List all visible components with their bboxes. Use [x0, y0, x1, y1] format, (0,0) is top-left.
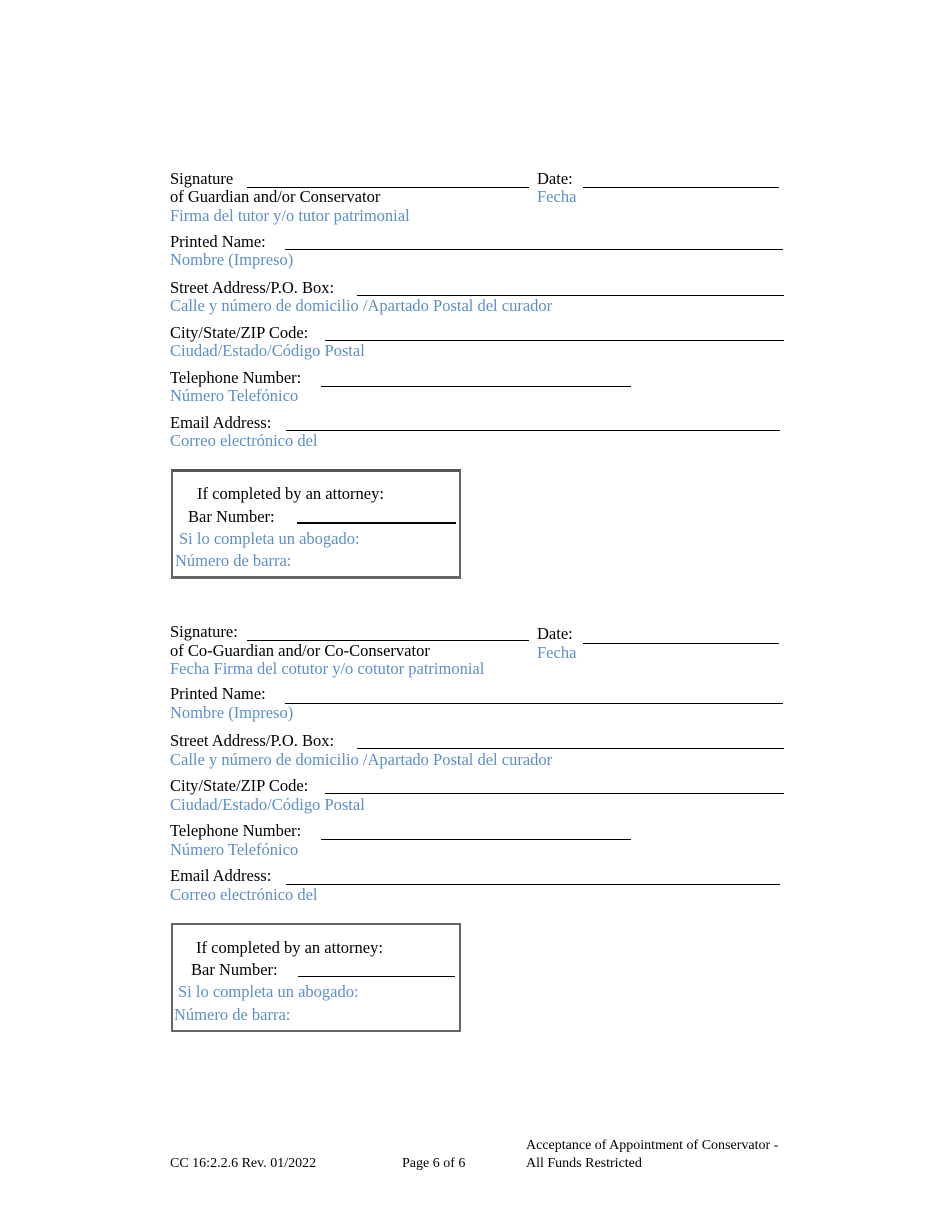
- street-address-label-es: Calle y número de domicilio /Apartado Postal del curador: [170, 750, 553, 769]
- signature-label-es: Firma del tutor y/o tutor patrimonial: [170, 206, 410, 225]
- printed-name-label-es: Nombre (Impreso): [170, 703, 294, 722]
- printed-name-line[interactable]: [285, 703, 783, 704]
- telephone-label: Telephone Number:: [170, 368, 302, 387]
- bar-number-label-es: Número de barra:: [174, 1005, 291, 1024]
- date-label-es: Fecha: [537, 187, 577, 206]
- signature-sub-label: of Co-Guardian and/or Co-Conservator: [170, 641, 430, 660]
- attorney-heading: If completed by an attorney:: [196, 938, 383, 957]
- city-state-zip-label-es: Ciudad/Estado/Código Postal: [170, 341, 365, 360]
- printed-name-line[interactable]: [285, 249, 783, 250]
- date-line[interactable]: [583, 187, 779, 188]
- date-label: Date:: [537, 624, 573, 643]
- city-state-zip-label: City/State/ZIP Code:: [170, 776, 309, 795]
- bar-number-line[interactable]: [298, 976, 455, 977]
- email-label: Email Address:: [170, 413, 272, 432]
- telephone-line[interactable]: [321, 386, 631, 387]
- email-line[interactable]: [286, 430, 780, 431]
- bar-number-label: Bar Number:: [188, 507, 275, 526]
- page-number: Page 6 of 6: [402, 1156, 466, 1171]
- signature-label: Signature: [170, 169, 234, 188]
- bar-number-label-es: Número de barra:: [175, 551, 292, 570]
- email-line[interactable]: [286, 884, 780, 885]
- telephone-line[interactable]: [321, 839, 631, 840]
- date-label-es: Fecha: [537, 643, 577, 662]
- attorney-heading: If completed by an attorney:: [197, 484, 384, 503]
- signature-sub-label: of Guardian and/or Conservator: [170, 187, 381, 206]
- street-address-label: Street Address/P.O. Box:: [170, 731, 335, 750]
- city-state-zip-label-es: Ciudad/Estado/Código Postal: [170, 795, 365, 814]
- attorney-heading-es: Si lo completa un abogado:: [178, 982, 359, 1001]
- printed-name-label: Printed Name:: [170, 684, 266, 703]
- telephone-label: Telephone Number:: [170, 821, 302, 840]
- email-label: Email Address:: [170, 866, 272, 885]
- email-label-es: Correo electrónico del: [170, 431, 318, 450]
- street-address-line[interactable]: [357, 748, 784, 749]
- form-title-line-2: All Funds Restricted: [526, 1156, 642, 1171]
- street-address-label-es: Calle y número de domicilio /Apartado Postal del curador: [170, 296, 553, 315]
- printed-name-label: Printed Name:: [170, 232, 266, 251]
- form-title-line-1: Acceptance of Appointment of Conservator -: [526, 1138, 779, 1153]
- date-line[interactable]: [583, 643, 779, 644]
- telephone-label-es: Número Telefónico: [170, 386, 299, 405]
- attorney-heading-es: Si lo completa un abogado:: [179, 529, 360, 548]
- signature-label-es: Fecha Firma del cotutor y/o cotutor patrimonial: [170, 659, 485, 678]
- city-state-zip-line[interactable]: [325, 340, 784, 341]
- printed-name-label-es: Nombre (Impreso): [170, 250, 294, 269]
- city-state-zip-label: City/State/ZIP Code:: [170, 323, 309, 342]
- email-label-es: Correo electrónico del: [170, 885, 318, 904]
- bar-number-label: Bar Number:: [191, 960, 278, 979]
- bar-number-line[interactable]: [297, 522, 456, 524]
- date-label: Date:: [537, 169, 573, 188]
- signature-label: Signature:: [170, 622, 238, 641]
- telephone-label-es: Número Telefónico: [170, 840, 299, 859]
- form-id: CC 16:2.2.6 Rev. 01/2022: [170, 1156, 317, 1171]
- city-state-zip-line[interactable]: [325, 793, 784, 794]
- street-address-label: Street Address/P.O. Box:: [170, 278, 335, 297]
